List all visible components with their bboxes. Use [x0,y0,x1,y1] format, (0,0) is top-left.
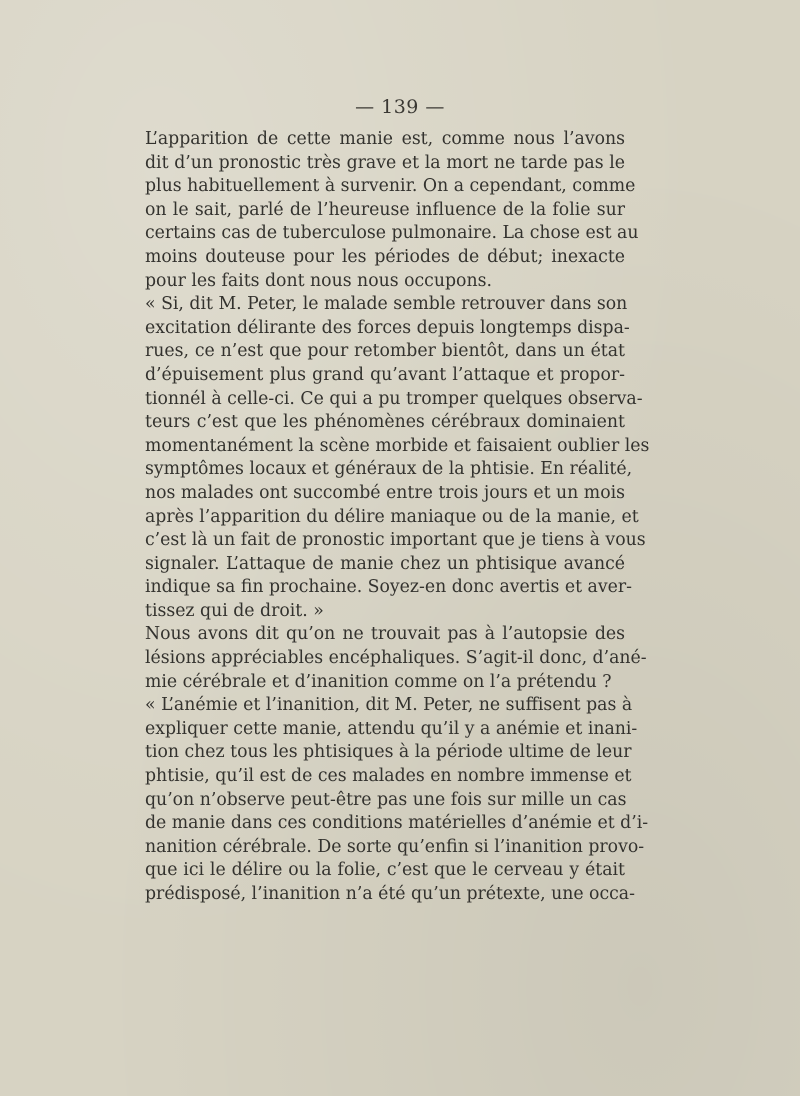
text-line: rues, ce n’est que pour retomber bientôt, dans un état [145,341,625,362]
text-line: expliquer cette manie, attendu qu’il y a anémie et inani- [145,718,638,739]
text-line: que ici le délire ou la folie, c’est que le cerveau y était [145,860,625,881]
text-line: lésions appréciables encéphaliques. S’agit-il donc, d’ané- [145,648,647,669]
text-line: nanition cérébrale. De sorte qu’enfin si l’inanition provo- [145,836,645,857]
text-line: tissez qui de droit. » [145,600,324,621]
text-line: prédisposé, l’inanition n’a été qu’un prétexte, une occa- [145,884,635,904]
text-line: nos malades ont succombé entre trois jours et un mois [145,482,625,503]
text-line: c’est là un fait de pronostic important que je tiens à vous [145,530,646,551]
text-line: symptômes locaux et généraux de la phtisie. En réalité, [145,459,633,480]
text-line: excitation délirante des forces depuis longtemps dispa- [145,317,630,338]
text-line: phtisie, qu’il est de ces malades en nombre immense et [145,766,632,787]
text-line: qu’on n’observe peut-être pas une fois sur mille un cas [145,789,627,810]
text-line: pour les faits dont nous nous occupons. [145,270,492,291]
text-line: Nous avons dit qu’on ne trouvait pas à l’autopsie des [145,624,625,645]
text-line: mie cérébrale et d’inanition comme on l’a prétendu ? [145,671,612,692]
text-line: on le sait, parlé de l’heureuse influence de la folie sur [145,199,625,220]
text-line: momentanément la scène morbide et faisaient oublier les [145,435,650,456]
text-line: teurs c’est que les phénomènes cérébraux dominaient [145,412,625,433]
page-number: — 139 — [355,96,445,118]
text-line: L’apparition de cette manie est, comme nous l’avons [145,129,625,149]
text-line: certains cas de tuberculose pulmonaire. La chose est au [145,223,639,244]
text-line: dit d’un pronostic très grave et la mort ne tarde pas le [145,152,625,173]
text-line: tionnél à celle-ci. Ce qui a pu tromper quelques observa- [145,388,643,409]
text-line: d’épuisement plus grand qu’avant l’attaque et propor- [145,364,625,385]
text-line: « L’anémie et l’inanition, dit M. Peter, ne suffisent pas à [145,695,633,716]
text-line: plus habituellement à survenir. On a cependant, comme [145,176,636,197]
text-line: après l’apparition du délire maniaque ou de la manie, et [145,506,639,527]
body-text [145,128,650,907]
text-line: « Si, dit M. Peter, le malade semble retrouver dans son [145,294,628,315]
text-line: tion chez tous les phtisiques à la période ultime de leur [145,742,632,763]
text-line: indique sa fin prochaine. Soyez-en donc avertis et aver- [145,577,632,598]
text-line: signaler. L’attaque de manie chez un phtisique avancé [145,553,625,574]
text-line: moins douteuse pour les périodes de début; inexacte [145,246,625,267]
text-line: de manie dans ces conditions matérielles d’anémie et d’i- [145,813,649,834]
